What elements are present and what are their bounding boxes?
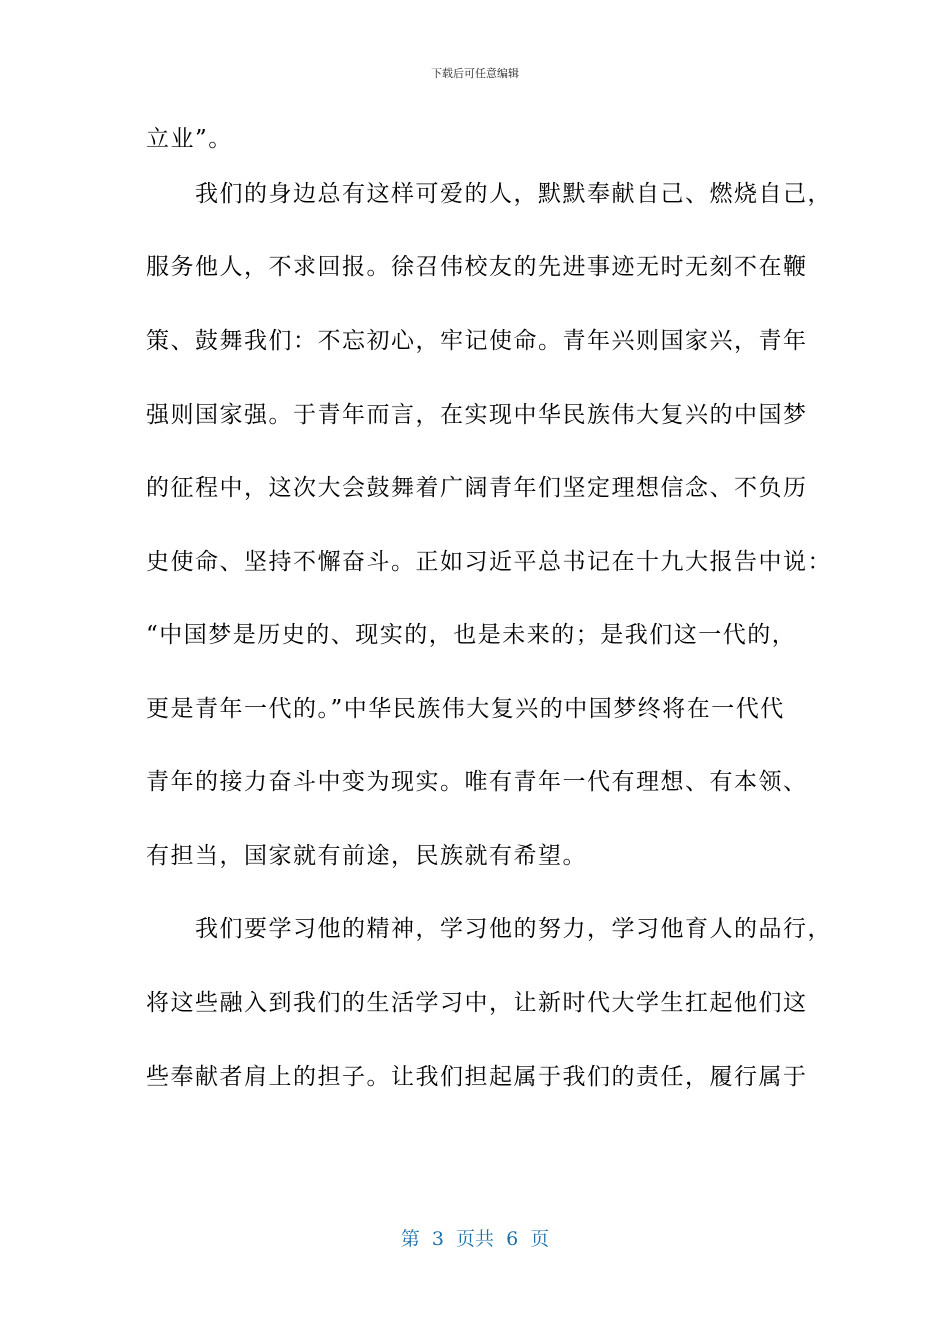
- page-header: 下载后可任意编辑: [431, 67, 519, 80]
- body-line: 立业”。: [146, 126, 233, 152]
- body-line: 我们要学习他的精神，学习他的努力，学习他育人的品行，: [146, 916, 832, 942]
- body-line: “中国梦是历史的、现实的，也是未来的；是我们这一代的，: [146, 622, 797, 648]
- body-line: 史使命、坚持不懈奋斗。正如习近平总书记在十九大报告中说：: [146, 549, 832, 575]
- body-line: 更是青年一代的。”中华民族伟大复兴的中国梦终将在一代代: [146, 696, 785, 722]
- body-line: 我们的身边总有这样可爱的人，默默奉献自己、燃烧自己，: [146, 181, 832, 207]
- body-line: 青年的接力奋斗中变为现实。唯有青年一代有理想、有本领、: [146, 769, 808, 795]
- body-line: 强则国家强。于青年而言，在实现中华民族伟大复兴的中国梦: [146, 402, 808, 428]
- body-line: 的征程中，这次大会鼓舞着广阔青年们坚定理想信念、不负历: [146, 475, 808, 501]
- body-line: 服务他人，不求回报。徐召伟校友的先进事迹无时无刻不在鞭: [146, 254, 808, 280]
- body-line: 策、鼓舞我们：不忘初心，牢记使命。青年兴则国家兴，青年: [146, 328, 808, 354]
- body-line: 些奉献者肩上的担子。让我们担起属于我们的责任，履行属于: [146, 1064, 808, 1090]
- page-number-footer: 第 3 页共 6 页: [400, 1228, 550, 1250]
- body-line: 有担当，国家就有前途，民族就有希望。: [146, 843, 587, 869]
- body-line: 将这些融入到我们的生活学习中，让新时代大学生扛起他们这: [146, 990, 808, 1016]
